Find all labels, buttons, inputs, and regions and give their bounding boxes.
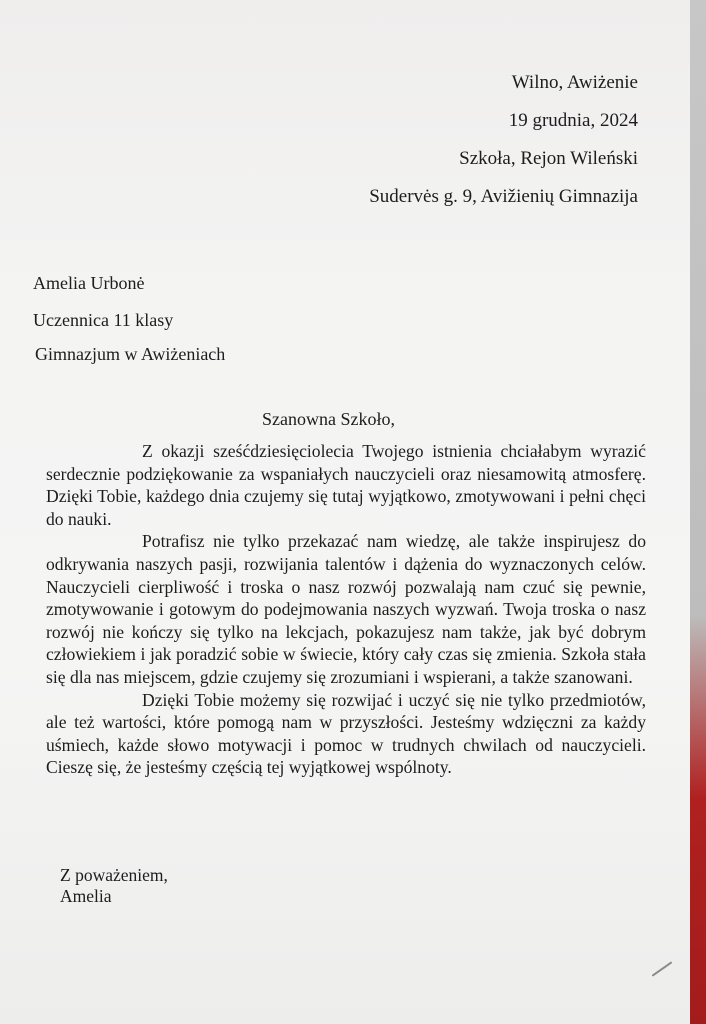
sender-school: Gimnazjum w Awiżeniach bbox=[35, 344, 226, 364]
background-edge bbox=[690, 0, 706, 1024]
salutation: Szanowna Szkoło, bbox=[262, 409, 395, 429]
signature-name: Amelia bbox=[60, 886, 112, 906]
address-line: Sudervės g. 9, Avižienių Gimnazija bbox=[369, 186, 638, 207]
closing-regards: Z poważeniem, bbox=[60, 865, 168, 885]
place-line: Wilno, Awiżenie bbox=[511, 72, 638, 93]
date-line: 19 grudnia, 2024 bbox=[508, 110, 638, 131]
sender-name: Amelia Urbonė bbox=[33, 273, 145, 293]
staple-mark bbox=[652, 961, 673, 976]
paragraph-3: Dzięki Tobie możemy się rozwijać i uczyć się nie tylko przedmiotów, ale też wartości, które pomogą nam w przyszłości. Jesteśmy wdzięczni za każdy uśmiech, każde słowo motywacji i pomoc w trudnych chwilach od nauczycieli. Cieszę się, że jesteśmy częścią tej wyjątkowej wspólnoty. bbox=[46, 689, 646, 778]
paragraph-1: Z okazji sześćdziesięciolecia Twojego istnienia chciałabym wyrazić serdecznie podziękowanie za wspaniałych nauczycieli oraz niesamowitą atmosferę. Dzięki Tobie, każdego dnia czujemy się tutaj wyjątkowo, zmotywowani i pełni chęci do nauki. bbox=[46, 441, 646, 529]
sender-role: Uczennica 11 klasy bbox=[33, 310, 174, 330]
letter-body bbox=[46, 440, 646, 779]
paragraph-2: Potrafisz nie tylko przekazać nam wiedzę, ale także inspirujesz do odkrywania naszych pasji, rozwijania talentów i dążenia do wyznaczonych celów. Nauczycieli cierpliwość i troska o nasz rozwój pozwalają nam czuć się pewnie, zmotywowanie i gotowym do podejmowania naszych wyzwań. Twoja troska o nasz rozwój nie kończy się tylko na lekcjach, pokazujesz nam także, jak być dobrym człowiekiem i jak poradzić sobie w świecie, który cały czas się zmienia. Szkoła stała się dla nas miejscem, gdzie czujemy się zrozumiani i wspierani, a także szanowani. bbox=[46, 531, 646, 687]
school-line: Szkoła, Rejon Wileński bbox=[459, 148, 638, 169]
